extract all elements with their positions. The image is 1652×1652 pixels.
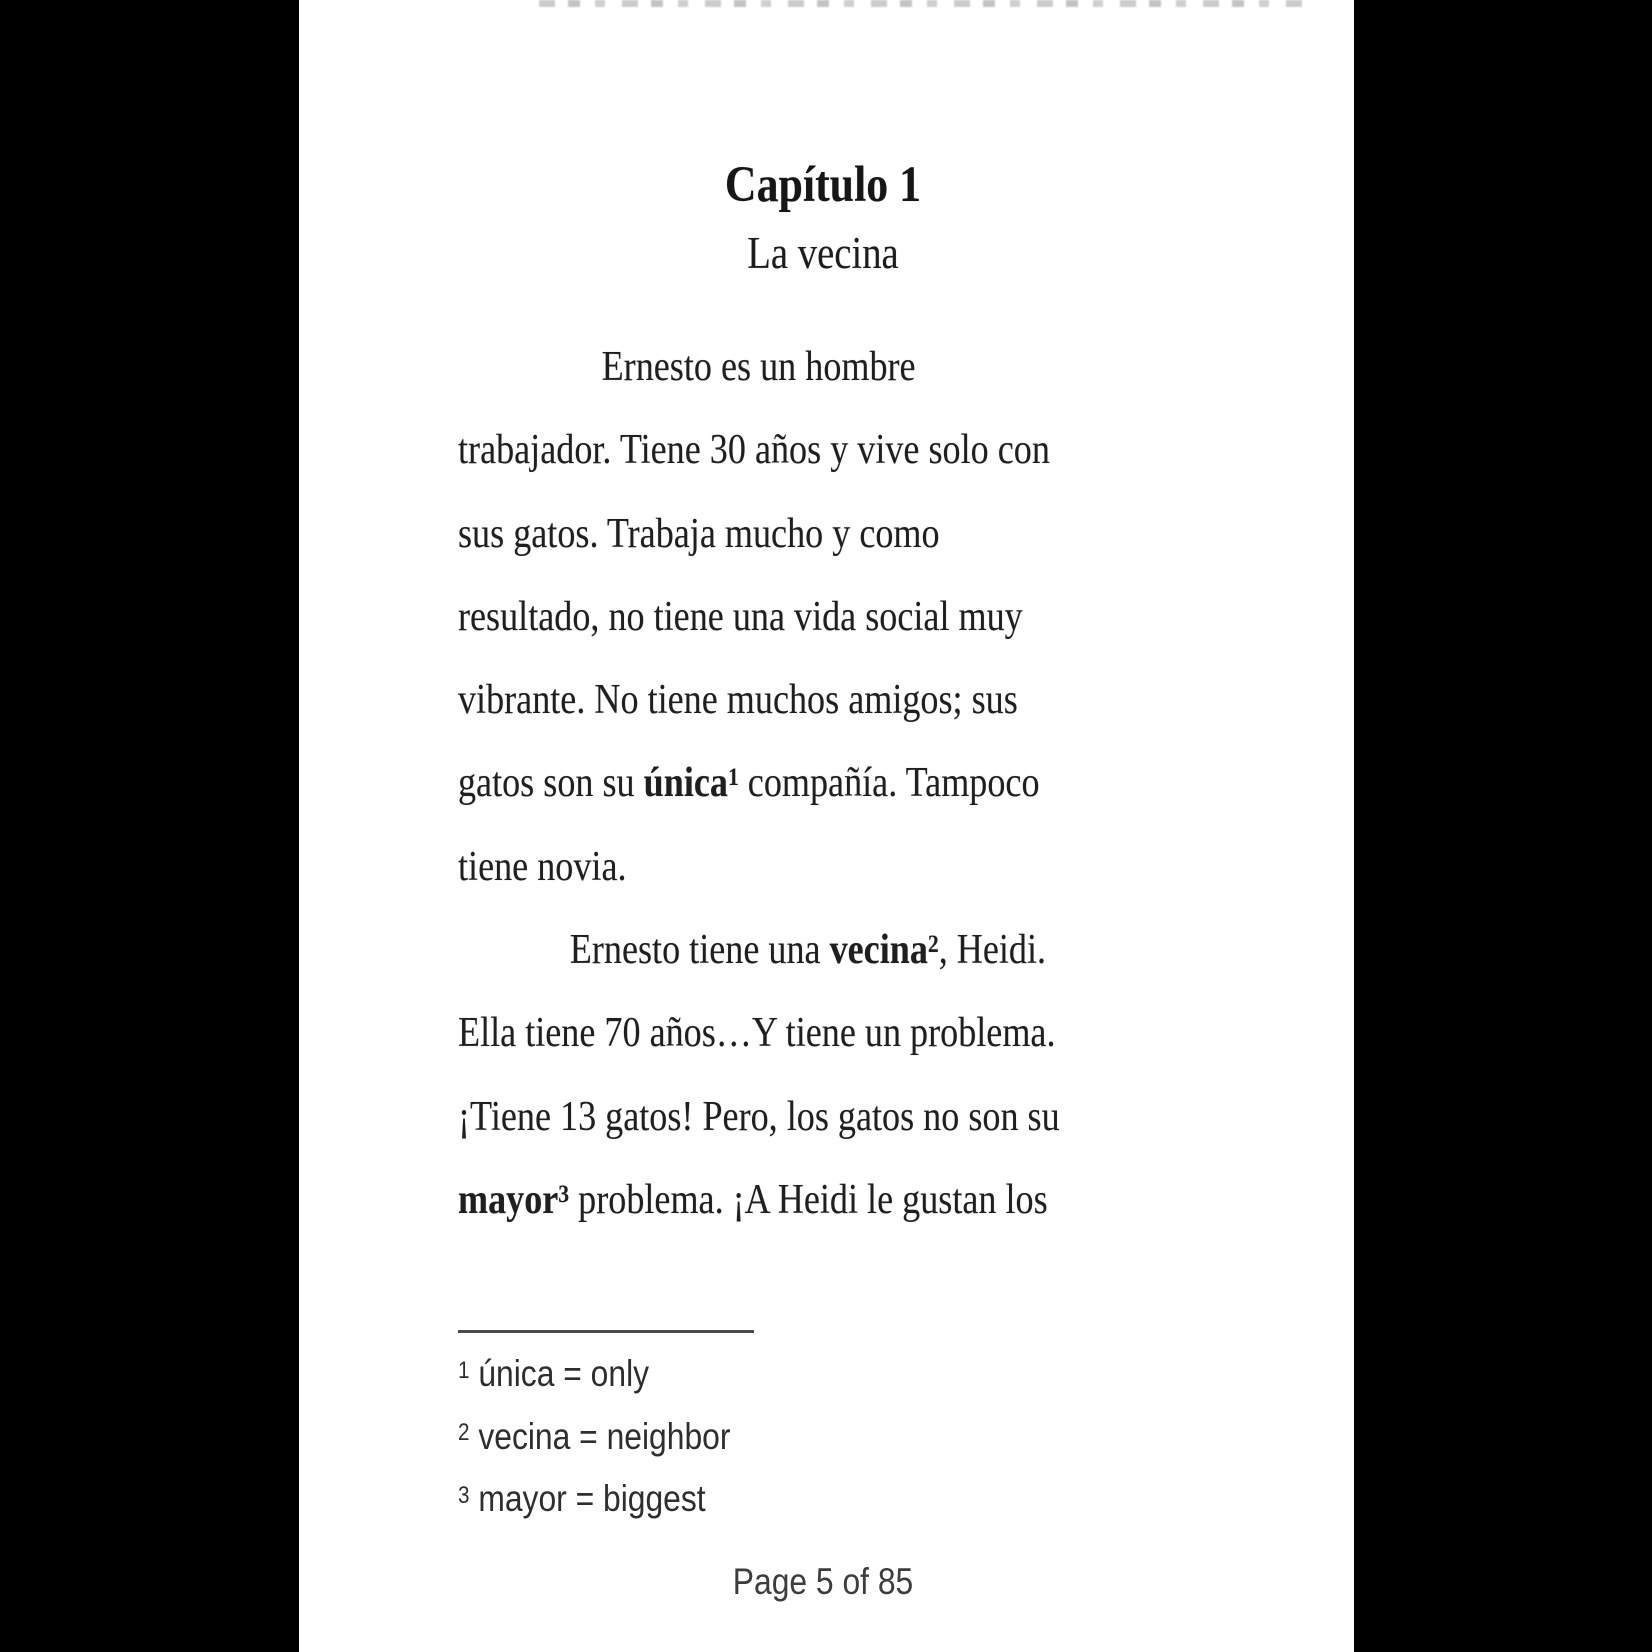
text-line: ¡Tiene 13 gatos! Pero, los gatos no son su: [458, 1093, 1060, 1140]
clipped-header-text: [539, 0, 1309, 7]
footnote-reference: 1: [727, 764, 739, 792]
text-line: tiene novia.: [458, 843, 627, 890]
footnote-reference: 3: [558, 1180, 570, 1208]
footnote-reference: 2: [927, 930, 939, 958]
text-line: Ernesto tiene una vecina$^2$, Heidi.: [569, 927, 1047, 974]
left-letterbox-bar: [0, 0, 299, 1652]
chapter-title: Capítulo 1: [724, 157, 922, 213]
body-text: [458, 326, 1188, 1242]
text-line: gatos son su única$^1$ compañía. Tampoco: [458, 760, 1040, 807]
paragraph: [458, 326, 1188, 909]
text-line: mayor$^3$ problema. ¡A Heidi le gustan los: [458, 1176, 1048, 1223]
right-letterbox-bar: [1354, 0, 1652, 1652]
footnote-marker: 2: [458, 1419, 470, 1447]
text-line: Ella tiene 70 años…Y tiene un problema.: [458, 1010, 1056, 1057]
chapter-subtitle: La vecina: [747, 228, 899, 278]
footnote-marker: 3: [458, 1481, 470, 1509]
text-line: sus gatos. Trabaja mucho y como: [458, 510, 940, 557]
paragraph: [458, 909, 1188, 1242]
footnote-marker: 1: [458, 1356, 470, 1384]
footnote-line: $^3$ mayor = biggest: [458, 1478, 706, 1519]
text-line: vibrante. No tiene muchos amigos; sus: [458, 677, 1018, 724]
text-line: Ernesto es un hombre: [601, 344, 916, 390]
text-line: resultado, no tiene una vida social muy: [458, 593, 1023, 640]
text-line: trabajador. Tiene 30 años y vive solo con: [458, 427, 1050, 474]
footnote-line: $^1$ única = only: [458, 1353, 650, 1394]
footnote-line: $^2$ vecina = neighbor: [458, 1415, 731, 1457]
book-page: [299, 0, 1354, 1652]
footnote-divider: [458, 1330, 754, 1333]
page-indicator: Page 5 of 85: [732, 1561, 914, 1602]
footnotes: [458, 1343, 1188, 1531]
